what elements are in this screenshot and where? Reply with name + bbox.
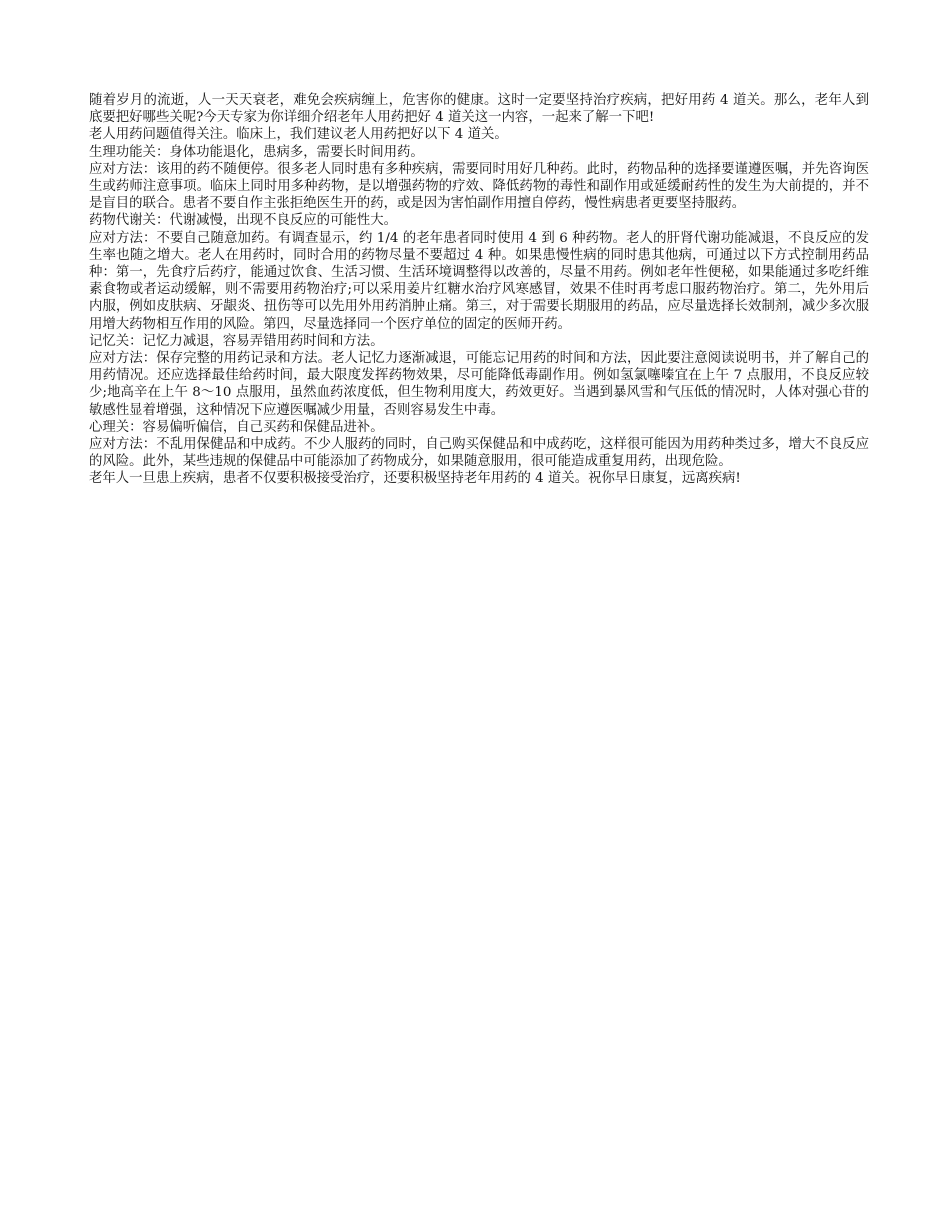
memory-heading: 记忆关：记忆力减退，容易弄错用药时间和方法。 — [89, 333, 384, 349]
document-body — [89, 92, 869, 488]
metabolism-heading: 药物代谢关：代谢减慢，出现不良反应的可能性大。 — [89, 213, 397, 229]
intro-summary-paragraph: 老人用药问题值得关注。临床上，我们建议老人用药把好以下 4 道关。 — [89, 127, 508, 143]
physiology-heading: 生理功能关：身体功能退化，患病多，需要长时间用药。 — [89, 144, 424, 160]
intro-paragraph: 随着岁月的流逝，人一天天衰老，难免会疾病缠上，危害你的健康。这时一定要坚持治疗疾病，把好用药 4 道关。那么，老年人到底要把好哪些关呢?今天专家为你详细介绍老年人用药把好 4 道关这一内容，一起来了解一下吧! — [89, 93, 869, 126]
physiology-method-paragraph: 应对方法：该用的药不随便停。很多老人同时患有多种疾病，需要同时用好几种药。此时，药物品种的选择要谨遵医嘱，并先咨询医生或药师注意事项。临床上同时用多种药物，是以增强药物的疗效、降低药物的毒性和副作用或延缓耐药性的发生为大前提的，并不是盲目的联合。患者不要自作主张拒绝医生开的药，或是因为害怕副作用擅自停药，慢性病患者更要坚持服药。 — [89, 161, 869, 212]
conclusion-paragraph: 老年人一旦患上疾病，患者不仅要积极接受治疗，还要积极坚持老年用药的 4 道关。祝你早日康复，远离疾病! — [89, 471, 741, 487]
metabolism-method-paragraph: 应对方法：不要自己随意加药。有调查显示，约 1/4 的老年患者同时使用 4 到 6 种药物。老人的肝肾代谢功能减退，不良反应的发生率也随之增大。老人在用药时，同时合用的药物尽量不要超过 4 种。如果患慢性病的同时患其他病，可通过以下方式控制用药品种：第一，先食疗后药疗，能通过饮食、生活习惯、生活环境调整得以改善的，尽量不用药。例如老年性便秘，如果能通过多吃纤维素食物或者运动缓解，则不需要用药物治疗;可以采用姜片红糖水治疗风寒感冒，效果不佳时再考虑口服药物治疗。第二，先外用后内服，例如皮肤病、牙龈炎、扭伤等可以先用外用药消肿止痛。第三，对于需要长期服用的药品，应尽量选择长效制剂，减少多次服用增大药物相互作用的风险。第四，尽量选择同一个医疗单位的固定的医师开药。 — [89, 230, 869, 332]
psychology-method-paragraph: 应对方法：不乱用保健品和中成药。不少人服药的同时，自己购买保健品和中成药吃，这样很可能因为用药种类过多，增大不良反应的风险。此外，某些违规的保健品中可能添加了药物成分，如果随意服用，很可能造成重复用药，出现危险。 — [89, 437, 869, 470]
memory-method-paragraph: 应对方法：保存完整的用药记录和方法。老人记忆力逐渐减退，可能忘记用药的时间和方法，因此要注意阅读说明书，并了解自己的用药情况。还应选择最佳给药时间，最大限度发挥药物效果，尽可能降低毒副作用。例如氢氯噻嗪宜在上午 7 点服用，不良反应较少;地高辛在上午 8～10 点服用，虽然血药浓度低，但生物利用度大，药效更好。当遇到暴风雪和气压低的情况时，人体对强心苷的敏感性显着增强，这种情况下应遵医嘱减少用量，否则容易发生中毒。 — [89, 351, 869, 418]
psychology-heading: 心理关：容易偏听偏信，自己买药和保健品进补。 — [89, 419, 384, 435]
